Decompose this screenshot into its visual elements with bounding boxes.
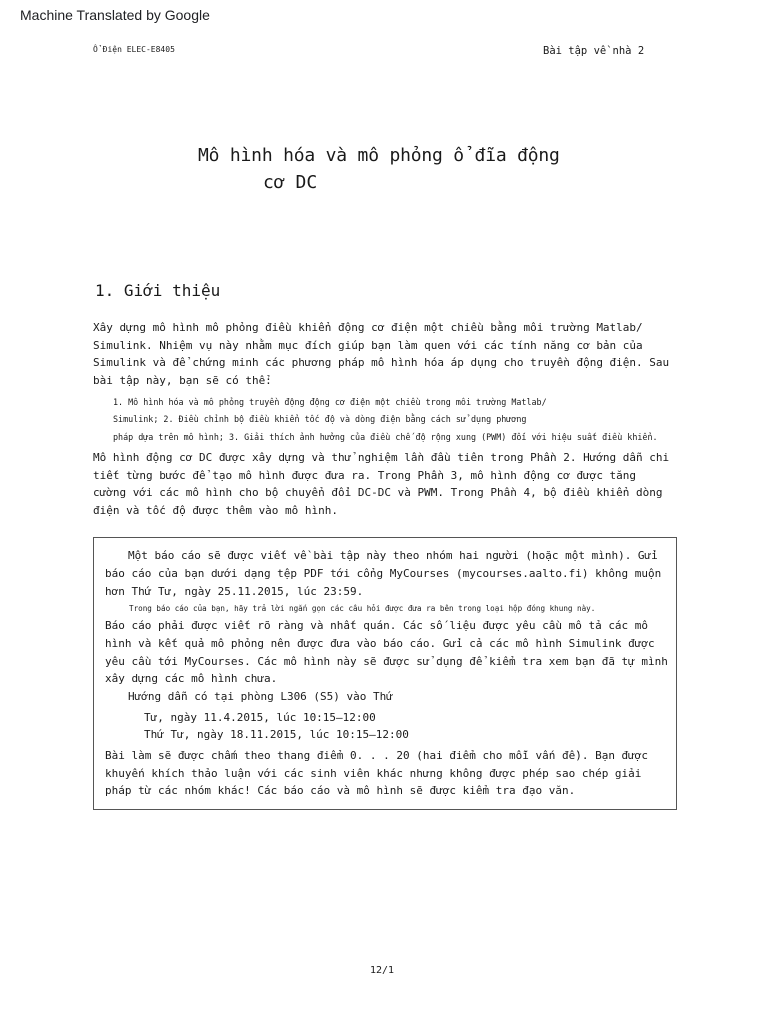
intro-paragraph (93, 319, 669, 389)
guidance-date: Thứ Tư, ngày 18.11.2015, lúc 10:15–12:00 (144, 728, 409, 741)
clarity-line: Báo cáo phải được viết rõ ràng và nhất quán. Các số liệu được yêu cầu mô tả các mô (105, 619, 649, 632)
report-line: hơn Thứ Tư, ngày 25.11.2015, lúc 23:59. (105, 585, 364, 598)
report-line: Một báo cáo sẽ được viết về bài tập này theo nhóm hai người (hoặc một mình). Gửi (128, 549, 658, 562)
structure-line: tiết từng bước để tạo mô hình được đưa ra. Trong Phần 3, mô hình động cơ được tăng (93, 468, 637, 482)
structure-paragraph (93, 449, 669, 519)
document-title-line2: cơ DC (263, 172, 318, 193)
intro-line: Simulink và để chứng minh các phương pháp mô hình hóa áp dụng cho truyền động điện. Sau (93, 356, 670, 369)
intro-line: bài tập này, bạn sẽ có thể: (93, 373, 272, 387)
machine-translation-banner: Machine Translated by Google (20, 7, 210, 23)
clarity-line: hình và kết quả mô phỏng nên được đưa vào báo cáo. Gửi cả các mô hình Simulink được (105, 637, 655, 650)
grading-line: Bài làm sẽ được chấm theo thang điểm 0. . . 20 (hai điểm cho mỗi vấn đề). Bạn được (105, 749, 649, 762)
intro-line: Xây dựng mô hình mô phỏng điều khiển động cơ điện một chiều bằng môi trường Matlab/ (93, 321, 643, 334)
answer-questions-note: Trong báo cáo của bạn, hãy trả lời ngắn gọn các câu hỏi được đưa ra bên trong loại hộp đóng khung này. (129, 604, 596, 613)
page-number: 12/1 (370, 965, 395, 976)
header-assignment-title: Bài tập về nhà 2 (543, 45, 645, 57)
guidance-line: Hướng dẫn có tại phòng L306 (S5) vào Thứ (128, 690, 393, 703)
goals-list-line: 1. Mô hình hóa và mô phỏng truyền động động cơ điện một chiều trong môi trường Matlab/ (113, 397, 547, 407)
report-line: báo cáo của bạn dưới dạng tệp PDF tới cổng MyCourses (mycourses.aalto.fi) không muộn (105, 567, 662, 580)
grading-line: pháp từ các nhóm khác! Các báo cáo và mô hình sẽ được kiểm tra đạo văn. (105, 784, 576, 797)
structure-line: Mô hình động cơ DC được xây dựng và thử nghiệm lần đầu tiên trong Phần 2. Hướng dẫn chi (93, 451, 670, 464)
section-heading-introduction: 1. Giới thiệu (95, 281, 221, 300)
clarity-line: yêu cầu tới MyCourses. Các mô hình này sẽ được sử dụng để kiểm tra xem bạn đã tự mình (105, 655, 668, 668)
report-instructions-box (93, 537, 677, 810)
intro-line: Simulink. Nhiệm vụ này nhằm mục đích giúp bạn làm quen với các tính năng cơ bản của (93, 338, 643, 352)
guidance-date: Tư, ngày 11.4.2015, lúc 10:15–12:00 (144, 711, 376, 724)
clarity-line: xây dựng các mô hình chưa. (105, 672, 278, 685)
structure-line: điện và tốc độ được thêm vào mô hình. (93, 503, 339, 517)
document-title-line1: Mô hình hóa và mô phỏng ổ đĩa động (198, 145, 560, 166)
goals-list-line: pháp dựa trên mô hình; 3. Giải thích ảnh hưởng của điều chế độ rộng xung (PWM) đối với hiệu suất điều khiển. (113, 432, 658, 442)
structure-line: cường với các mô hình cho bộ chuyển đổi DC-DC và PWM. Trong Phần 4, bộ điều khiển dòng (93, 486, 663, 499)
grading-line: khuyến khích thảo luận với các sinh viên khác nhưng không được phép sao chép giải (105, 767, 642, 780)
goals-list-line: Simulink; 2. Điều chỉnh bộ điều khiển tốc độ và dòng điện bằng cách sử dụng phương (113, 414, 527, 424)
header-course-code: Ổ Điện ELEC-E8405 (93, 45, 175, 54)
